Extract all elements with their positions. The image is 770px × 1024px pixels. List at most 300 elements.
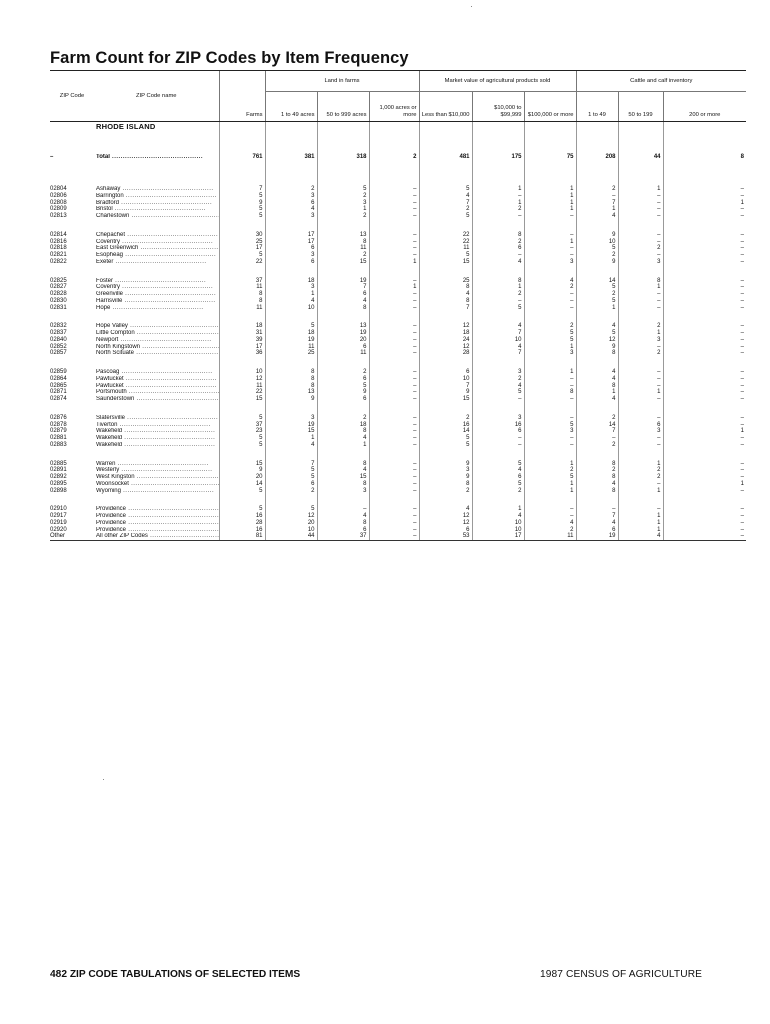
row-spacer: [50, 311, 746, 323]
cell-cattle-1-49: 12: [608, 336, 616, 343]
cell-market-10k-99k: 3: [518, 369, 522, 375]
cell-market-10k-99k: 10: [514, 526, 522, 533]
cell-zip: 02865: [50, 382, 67, 389]
cell-land-1-49: 19: [307, 421, 315, 428]
table-row: [50, 200, 746, 207]
cell-name: Barrington .....: [96, 193, 217, 199]
cell-market-lt-10k: 8: [466, 284, 470, 291]
cell-farms: 10: [255, 369, 263, 375]
cell-land-50-999: 2: [363, 192, 367, 199]
cell-zip: 02830: [50, 297, 67, 304]
cell-market-100k-plus: –: [570, 213, 574, 219]
cell-zip: 02809: [50, 206, 67, 213]
cell-cattle-200-plus: –: [740, 474, 745, 480]
table-row: [50, 232, 746, 239]
cell-market-100k-plus: 5: [570, 330, 574, 336]
cell-cattle-50-199: 8: [657, 277, 661, 284]
cell-farms: 9: [259, 199, 263, 206]
cell-land-1-49: 4: [311, 206, 315, 213]
cell-name: Total .....: [96, 154, 203, 160]
table-row: [50, 435, 746, 442]
cell-market-10k-99k: 175: [511, 154, 522, 160]
cell-market-lt-10k: 22: [462, 238, 470, 245]
cell-market-100k-plus: 1: [570, 186, 574, 192]
cell-market-lt-10k: 4: [466, 291, 470, 297]
cell-name: East Greenwich .....: [96, 245, 219, 251]
cell-zip: 02813: [50, 213, 67, 219]
cell-land-1-49: 4: [311, 297, 315, 304]
cell-farms: 17: [255, 245, 263, 252]
cell-name: Hope .....: [96, 305, 204, 311]
cell-market-10k-99k: 8: [518, 277, 522, 284]
cell-land-1000-plus: –: [413, 323, 417, 330]
cell-name: Esopheag .....: [96, 252, 216, 258]
cell-farms: 9: [259, 467, 263, 474]
cell-name: Charlestown .....: [96, 213, 219, 219]
cell-market-lt-10k: 2: [466, 487, 470, 494]
table-row: [50, 513, 746, 520]
cell-land-1000-plus: –: [413, 513, 417, 519]
cell-cattle-1-49: 4: [612, 323, 616, 330]
cell-cattle-200-plus: –: [740, 533, 745, 540]
cell-name: Tiverton .....: [96, 422, 211, 428]
cell-name: Chepachet .....: [96, 232, 218, 238]
cell-land-1-49: 13: [307, 389, 315, 396]
cell-cattle-50-199: –: [657, 297, 661, 304]
cell-cattle-200-plus: –: [740, 414, 745, 421]
table-row: [50, 369, 746, 376]
cell-cattle-50-199: –: [657, 480, 661, 487]
cell-land-1000-plus: –: [413, 252, 417, 258]
cell-cattle-50-199: –: [657, 199, 661, 206]
cell-market-10k-99k: –: [518, 252, 522, 258]
cell-land-50-999: 18: [359, 421, 367, 428]
cell-land-1000-plus: –: [413, 519, 417, 526]
cell-cattle-50-199: 1: [657, 460, 661, 467]
cell-land-50-999: 1: [363, 206, 367, 213]
cell-cattle-200-plus: –: [740, 186, 745, 192]
cell-land-50-999: 11: [360, 350, 367, 357]
header-cattle-1-to-49: 1 to 49: [576, 92, 618, 122]
cell-name: Providence .....: [96, 520, 219, 526]
cell-cattle-200-plus: –: [740, 284, 745, 291]
cell-market-lt-10k: 9: [466, 460, 470, 467]
cell-market-10k-99k: 5: [518, 480, 522, 487]
scan-speck: [103, 779, 104, 780]
cell-zip: 02881: [50, 435, 67, 441]
cell-farms: 17: [255, 343, 263, 350]
cell-land-1-49: 8: [311, 375, 315, 382]
cell-cattle-200-plus: –: [740, 369, 745, 375]
cell-land-1-49: 19: [307, 336, 315, 343]
cell-market-10k-99k: –: [518, 213, 522, 219]
cell-farms: 7: [259, 186, 263, 192]
cell-name: Portsmouth .....: [96, 389, 219, 395]
cell-zip: 02920: [50, 526, 67, 533]
cell-land-50-999: 19: [359, 277, 367, 284]
cell-name: Newport .....: [96, 337, 212, 343]
cell-land-1000-plus: –: [413, 474, 417, 480]
cell-land-1-49: 1: [311, 435, 315, 441]
cell-cattle-50-199: 3: [657, 428, 661, 435]
table-row: [50, 506, 746, 513]
cell-land-1-49: 5: [311, 323, 315, 330]
cell-cattle-200-plus: –: [740, 487, 745, 494]
cell-land-1-49: 3: [311, 284, 315, 291]
cell-zip: 02878: [50, 421, 67, 428]
cell-land-1000-plus: –: [413, 213, 417, 219]
cell-land-1-49: 8: [311, 369, 315, 375]
cell-market-100k-plus: 1: [570, 343, 574, 350]
cell-cattle-1-49: 2: [612, 252, 616, 258]
cell-zip: 02821: [50, 252, 67, 258]
cell-land-1-49: 3: [311, 252, 315, 258]
header-market-value: Market value of agricultural products sold: [419, 71, 576, 92]
cell-farms: 36: [255, 350, 263, 357]
cell-land-1000-plus: –: [413, 277, 417, 284]
header-cattle-50-to-199: 50 to 199: [618, 92, 663, 122]
cell-land-1000-plus: –: [413, 304, 417, 311]
cell-zip: 02832: [50, 323, 67, 330]
cell-land-50-999: 2: [363, 252, 367, 258]
cell-zip: 02871: [50, 389, 67, 396]
cell-market-10k-99k: 2: [518, 487, 522, 494]
cell-land-1-49: 10: [307, 526, 315, 533]
cell-name: Pawtucket .....: [96, 376, 217, 382]
cell-cattle-200-plus: –: [740, 277, 745, 284]
cell-market-100k-plus: –: [570, 291, 574, 297]
cell-cattle-50-199: 2: [657, 245, 661, 252]
cell-cattle-1-49: 5: [612, 297, 616, 304]
cell-farms: 8: [259, 291, 263, 297]
cell-market-100k-plus: 1: [570, 369, 574, 375]
cell-market-100k-plus: –: [570, 382, 574, 389]
table-row: [50, 245, 746, 252]
cell-cattle-200-plus: –: [740, 375, 745, 382]
cell-farms: 5: [259, 441, 263, 448]
cell-farms: 5: [259, 213, 263, 219]
header-market-lt-10000: Less than $10,000: [419, 92, 472, 122]
cell-name: Hope Valley .....: [96, 323, 219, 329]
table-row: [50, 186, 746, 193]
cell-market-100k-plus: 2: [570, 526, 574, 533]
row-spacer: [50, 220, 746, 232]
cell-market-100k-plus: –: [570, 396, 574, 402]
cell-market-lt-10k: 4: [466, 192, 470, 199]
table-row: [50, 415, 746, 422]
cell-land-1000-plus: –: [413, 441, 417, 448]
cell-cattle-50-199: 44: [653, 154, 661, 160]
cell-farms: 11: [256, 304, 263, 311]
row-spacer: [50, 357, 746, 369]
cell-land-1000-plus: –: [413, 526, 417, 533]
cell-land-1000-plus: –: [413, 382, 417, 389]
cell-name: Westerly .....: [96, 467, 212, 473]
cell-name: Warren .....: [96, 461, 209, 467]
table-row: [50, 252, 746, 259]
cell-cattle-200-plus: –: [740, 460, 745, 467]
cell-cattle-1-49: 2: [612, 414, 616, 421]
cell-zip: 02891: [50, 467, 67, 474]
cell-market-lt-10k: 2: [466, 206, 470, 213]
cell-zip: 02864: [50, 375, 67, 382]
cell-market-10k-99k: 6: [518, 245, 522, 252]
cell-farms: 14: [255, 480, 263, 487]
cell-market-10k-99k: –: [518, 192, 522, 199]
cell-zip: 02822: [50, 258, 67, 265]
cell-land-1-49: 8: [311, 382, 315, 389]
cell-land-1-49: 1: [311, 291, 315, 297]
cell-land-1-49: 4: [311, 441, 315, 448]
row-spacer: [50, 449, 746, 461]
cell-name: All other ZIP Codes .....: [96, 533, 219, 539]
table-row: [50, 291, 746, 298]
cell-zip: 02806: [50, 192, 67, 199]
cell-market-10k-99k: –: [518, 297, 522, 304]
cell-name: Providence .....: [96, 506, 219, 512]
cell-cattle-200-plus: –: [740, 389, 745, 396]
cell-land-50-999: 6: [363, 526, 367, 533]
cell-market-lt-10k: 11: [463, 245, 470, 252]
cell-cattle-50-199: –: [657, 252, 661, 258]
cell-cattle-1-49: 8: [612, 350, 616, 357]
cell-cattle-1-49: 10: [608, 238, 616, 245]
cell-market-100k-plus: 5: [570, 474, 574, 480]
cell-farms: 5: [259, 252, 263, 258]
cell-land-1000-plus: –: [413, 186, 417, 192]
cell-cattle-200-plus: –: [740, 238, 745, 245]
cell-land-50-999: 6: [363, 396, 367, 402]
cell-market-lt-10k: 12: [462, 519, 470, 526]
row-spacer: [50, 494, 746, 506]
cell-zip: 02919: [50, 519, 67, 526]
cell-cattle-200-plus: –: [740, 519, 745, 526]
cell-cattle-200-plus: –: [740, 343, 745, 350]
cell-market-100k-plus: 2: [570, 467, 574, 474]
cell-farms: 37: [255, 277, 263, 284]
cell-land-1000-plus: –: [413, 421, 417, 428]
cell-land-1-49: 5: [311, 474, 315, 480]
cell-zip: 02885: [50, 460, 67, 467]
cell-land-1000-plus: –: [413, 330, 417, 336]
cell-cattle-200-plus: –: [740, 206, 745, 213]
cell-farms: 5: [259, 506, 263, 513]
cell-land-1-49: 25: [307, 350, 315, 357]
header-land-50-to-999: 50 to 999 acres: [317, 92, 369, 122]
cell-cattle-50-199: 2: [657, 350, 661, 357]
table-row: [50, 305, 746, 312]
state-row: [50, 122, 746, 155]
cell-land-1000-plus: –: [413, 487, 417, 494]
cell-cattle-50-199: –: [657, 192, 661, 199]
cell-cattle-200-plus: –: [740, 526, 745, 533]
cell-market-lt-10k: 7: [466, 382, 470, 389]
cell-market-lt-10k: 16: [462, 421, 470, 428]
cell-land-1-49: 3: [311, 192, 315, 199]
cell-cattle-1-49: 8: [612, 382, 616, 389]
cell-market-lt-10k: 6: [466, 526, 470, 533]
cell-market-100k-plus: 1: [570, 480, 574, 487]
cell-cattle-1-49: 19: [608, 533, 616, 540]
cell-cattle-200-plus: –: [740, 382, 745, 389]
scan-speck: [471, 6, 472, 7]
table-row: [50, 239, 746, 246]
cell-land-50-999: 2: [363, 414, 367, 421]
cell-land-50-999: 4: [363, 467, 367, 474]
cell-land-50-999: 20: [359, 336, 367, 343]
cell-name: Saunderstown .....: [96, 396, 219, 402]
cell-cattle-50-199: –: [657, 231, 661, 238]
cell-zip: 02895: [50, 480, 67, 487]
cell-land-1000-plus: –: [413, 435, 417, 441]
cell-zip: 02857: [50, 350, 67, 357]
cell-land-50-999: 1: [363, 441, 367, 448]
cell-land-1000-plus: 1: [413, 284, 417, 291]
cell-cattle-50-199: –: [657, 382, 661, 389]
cell-cattle-200-plus: –: [740, 252, 745, 258]
header-market-10000-99999: $10,000 to $99,999: [472, 92, 524, 122]
cell-zip: 02917: [50, 513, 67, 519]
cell-market-10k-99k: 10: [514, 519, 522, 526]
cell-land-50-999: 8: [363, 519, 367, 526]
cell-land-1-49: 6: [311, 258, 315, 265]
cell-cattle-50-199: 1: [657, 519, 661, 526]
cell-farms: 16: [255, 526, 263, 533]
cell-farms: 11: [256, 284, 263, 291]
cell-land-1-49: 18: [307, 277, 315, 284]
cell-cattle-1-49: 4: [612, 375, 616, 382]
cell-land-50-999: 8: [363, 460, 367, 467]
cell-market-10k-99k: 10: [514, 336, 522, 343]
cell-zip: 02883: [50, 441, 67, 448]
cell-name: Exeter .....: [96, 259, 207, 265]
cell-cattle-50-199: –: [657, 396, 661, 402]
table-row: [50, 284, 746, 291]
row-spacer: [50, 403, 746, 415]
cell-land-1-49: 381: [304, 154, 315, 160]
cell-name: Pawtucket .....: [96, 383, 217, 389]
cell-cattle-200-plus: –: [740, 506, 745, 513]
cell-market-100k-plus: –: [570, 513, 574, 519]
cell-market-10k-99k: 16: [514, 421, 522, 428]
cell-land-1-49: 9: [311, 396, 315, 402]
cell-land-50-999: 3: [363, 199, 367, 206]
cell-market-10k-99k: 5: [518, 460, 522, 467]
table-row: [50, 442, 746, 449]
cell-cattle-50-199: 1: [657, 513, 661, 519]
cell-farms: 39: [255, 336, 263, 343]
cell-land-50-999: 6: [363, 375, 367, 382]
cell-land-1000-plus: –: [413, 336, 417, 343]
cell-name: North Kingstown .....: [96, 344, 219, 350]
cell-name: Slatersville .....: [96, 415, 218, 421]
cell-name: Woonsocket .....: [96, 481, 219, 487]
cell-name: Wakefield .....: [96, 428, 215, 434]
cell-market-lt-10k: 15: [462, 258, 470, 265]
cell-market-100k-plus: 3: [570, 350, 574, 357]
cell-cattle-200-plus: –: [740, 291, 745, 297]
cell-market-lt-10k: 5: [466, 441, 470, 448]
cell-land-50-999: 318: [356, 154, 367, 160]
cell-cattle-200-plus: –: [740, 336, 745, 343]
cell-cattle-50-199: –: [657, 375, 661, 382]
cell-market-100k-plus: 1: [570, 192, 574, 199]
cell-market-lt-10k: 5: [466, 213, 470, 219]
cell-land-50-999: 6: [363, 343, 367, 350]
cell-land-50-999: 4: [363, 297, 367, 304]
cell-cattle-50-199: 2: [657, 467, 661, 474]
cell-market-100k-plus: 2: [570, 323, 574, 330]
cell-market-lt-10k: 4: [466, 506, 470, 513]
cell-land-1-49: 44: [307, 533, 315, 540]
cell-farms: 18: [255, 323, 263, 330]
cell-zip: 02828: [50, 291, 67, 297]
farm-count-table-container: [50, 70, 746, 541]
cell-name: North Scituate .....: [96, 350, 219, 356]
cell-land-50-999: 8: [363, 480, 367, 487]
cell-land-1000-plus: –: [413, 414, 417, 421]
cell-land-1000-plus: –: [413, 460, 417, 467]
table-row: [50, 481, 746, 488]
header-land-1000-plus: 1,000 acres or more: [369, 92, 419, 122]
cell-cattle-1-49: 9: [612, 258, 616, 265]
cell-cattle-50-199: –: [657, 506, 661, 513]
cell-land-1000-plus: 2: [413, 154, 417, 160]
table-row: [50, 527, 746, 534]
cell-land-50-999: 13: [359, 231, 367, 238]
cell-land-50-999: 6: [363, 291, 367, 297]
cell-market-10k-99k: 4: [518, 382, 522, 389]
cell-cattle-200-plus: –: [740, 231, 745, 238]
cell-cattle-1-49: 7: [612, 513, 616, 519]
table-row: [50, 533, 746, 540]
cell-land-1000-plus: –: [413, 389, 417, 396]
cell-land-1-49: 10: [307, 304, 315, 311]
cell-cattle-1-49: 5: [612, 245, 616, 252]
farm-count-table: [50, 70, 746, 541]
cell-market-10k-99k: 1: [518, 199, 522, 206]
cell-cattle-50-199: –: [657, 369, 661, 375]
cell-cattle-50-199: 6: [657, 421, 661, 428]
cell-farms: 22: [255, 389, 263, 396]
table-row: [50, 323, 746, 330]
cell-farms: 22: [255, 258, 263, 265]
cell-market-100k-plus: 5: [570, 336, 574, 343]
cell-market-100k-plus: –: [570, 435, 574, 441]
page-title: Farm Count for ZIP Codes by Item Frequency: [50, 49, 409, 67]
cell-market-100k-plus: 8: [570, 389, 574, 396]
cell-market-10k-99k: 4: [518, 343, 522, 350]
table-header: [50, 71, 746, 122]
cell-cattle-1-49: 5: [612, 284, 616, 291]
cell-market-100k-plus: 3: [570, 428, 574, 435]
cell-market-100k-plus: –: [570, 231, 574, 238]
cell-zip: 02816: [50, 238, 67, 245]
cell-land-1000-plus: –: [413, 428, 417, 435]
table-row: [50, 350, 746, 357]
cell-land-1000-plus: –: [413, 467, 417, 474]
cell-market-100k-plus: –: [570, 304, 574, 311]
cell-land-50-999: 4: [363, 435, 367, 441]
cell-cattle-50-199: –: [657, 435, 661, 441]
cell-market-10k-99k: 17: [514, 533, 522, 540]
cell-zip: 02892: [50, 474, 67, 480]
header-zip-code: ZIP Code: [50, 71, 94, 122]
cell-market-10k-99k: –: [518, 396, 522, 402]
cell-name: Bradford .....: [96, 200, 212, 206]
cell-name: Providence .....: [96, 513, 219, 519]
cell-land-1000-plus: –: [413, 199, 417, 206]
